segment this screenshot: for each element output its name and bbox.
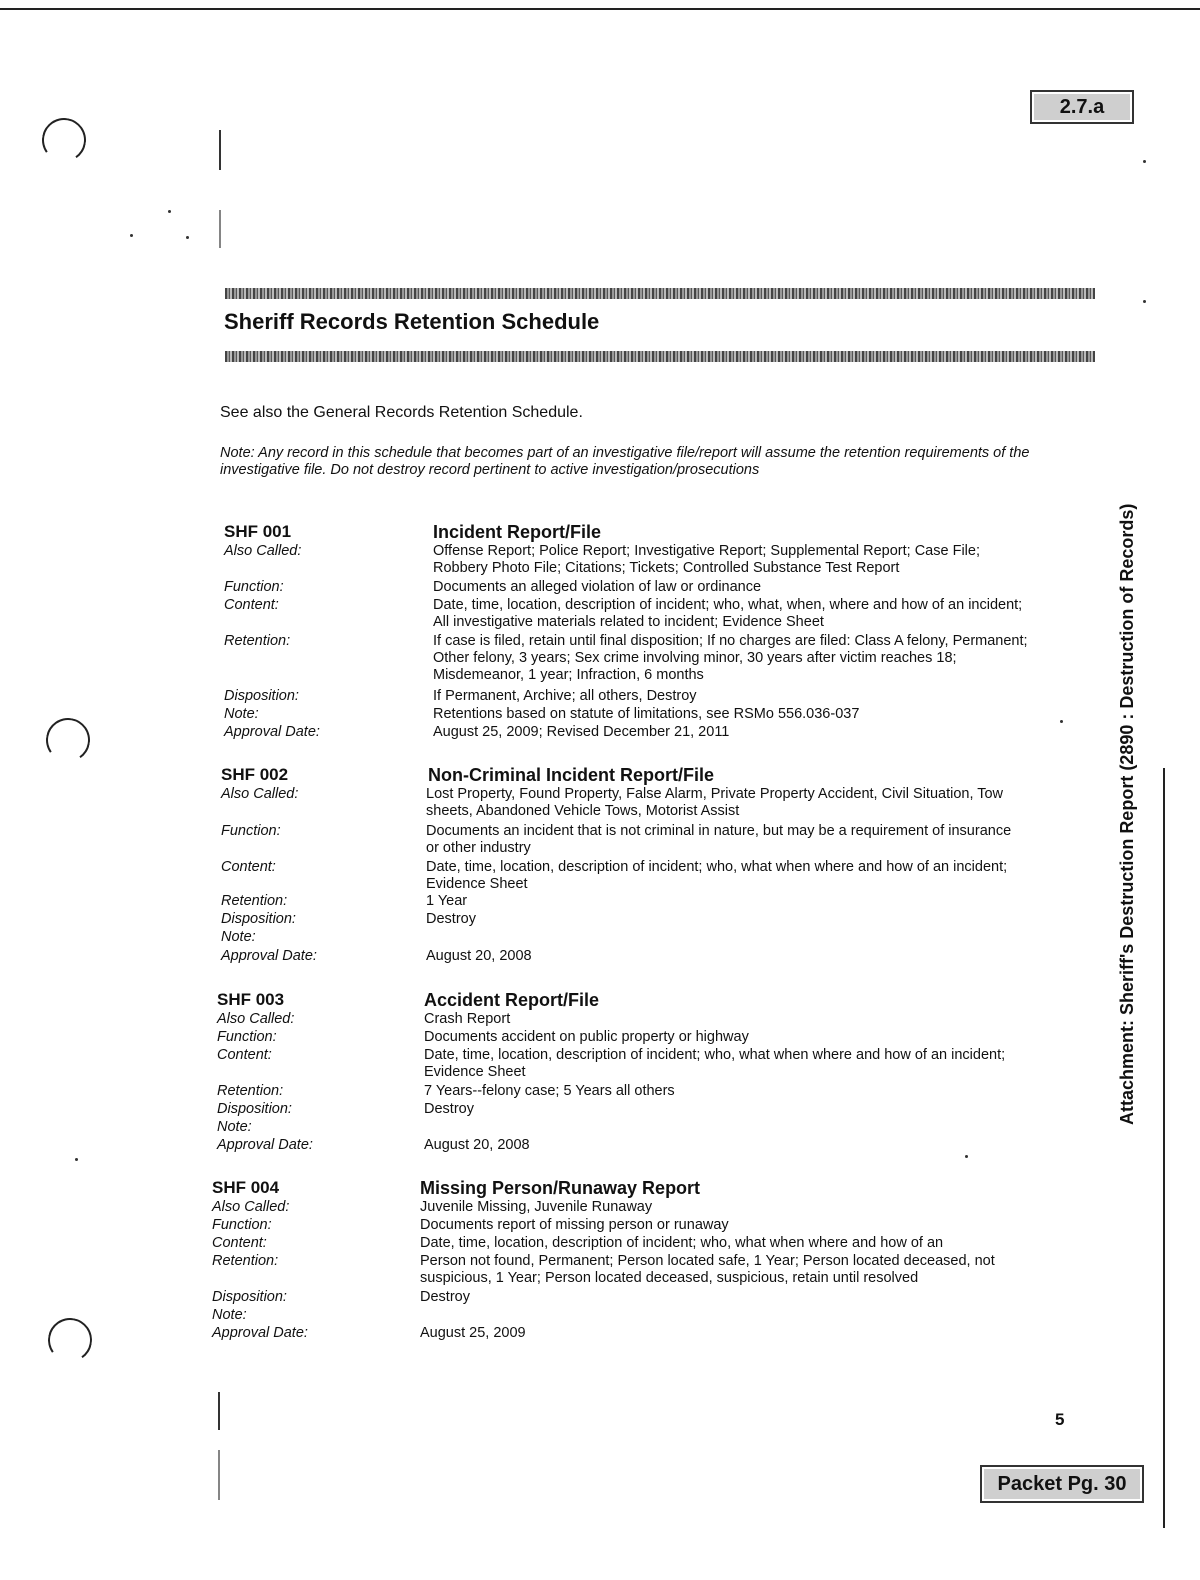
record-title: Non-Criminal Incident Report/File xyxy=(428,765,715,785)
record-shf-004: SHF 004 Missing Person/Runaway Report Also Called: Juvenile Missing, Juvenile Runaway Function: Documents report of missing person or runaway Content: Date, time, location, description of incident; who, what when where and how of an Retention: Person not found, Permanent; Person located safe, 1 Year; Person located deceased, not suspicious, 1 Year; Person located deceased, suspicious, retain until resolved Disposition: Destroy Note: Approval Date: August 25, 2009 xyxy=(212,1178,995,1341)
record-id: SHF 001 xyxy=(224,522,292,541)
record-title: Missing Person/Runaway Report xyxy=(420,1178,701,1198)
schedule-note: Note: Any record in this schedule that becomes part of an investigative file/report will assume the retention requirements of the investigative file. Do not destroy record pertinent to active investigation/prosecutions xyxy=(220,445,1030,478)
header-rule-top xyxy=(225,288,1095,299)
record-shf-001: SHF 001 Incident Report/File Also Called: Offense Report; Police Report; Investigative Report; Supplemental Report; Case File; Robbery Photo File; Citations; Tickets; Controlled Substance Test Report Function: Documents an alleged violation of law or ordinance Content: Date, time, location, description of incident; who, what, when, where and how of an incident; All investigative materials related to incident; Evidence Sheet Retention: If case is filed, retain until final disposition; If no charges are filed: Class A felony, Permanent; Other felony, 3 years; Sex crime involving minor, 30 years after victim reaches 18; Misdemeanor, 1 year; Infraction, 6 months Disposition: If Permanent, Archive; all others, Destroy Note: Retentions based on statute of limitations, see RSMo 556.036-037 Approval Date: August 25, 2009; Revised December 21, 2011 xyxy=(224,522,1028,740)
scan-mark xyxy=(219,210,221,248)
scan-mark xyxy=(218,1392,220,1430)
attachment-side-label: Attachment: Sheriff's Destruction Report (2890 : Destruction of Records) xyxy=(1117,503,1137,1125)
scan-mark xyxy=(218,1450,220,1500)
record-title: Incident Report/File xyxy=(433,522,602,542)
scan-speck xyxy=(1143,300,1146,303)
record-title: Accident Report/File xyxy=(424,990,600,1010)
header-rule-bottom xyxy=(225,351,1095,362)
scan-speck xyxy=(130,234,133,237)
scan-speck xyxy=(168,210,171,213)
page-top-edge xyxy=(0,8,1200,10)
scan-speck xyxy=(186,236,189,239)
item-number-badge: 2.7.a xyxy=(1030,90,1134,124)
page-title: Sheriff Records Retention Schedule xyxy=(224,309,600,334)
scan-mark xyxy=(219,130,221,170)
scan-speck xyxy=(1143,160,1146,163)
see-also-text: See also the General Records Retention Schedule. xyxy=(220,404,583,421)
record-id: SHF 004 xyxy=(212,1178,280,1197)
punch-hole xyxy=(43,715,94,766)
margin-rule xyxy=(1163,768,1165,1528)
record-shf-002: SHF 002 Non-Criminal Incident Report/File Also Called: Lost Property, Found Property, False Alarm, Private Property Accident, Civil Situation, Tow sheets, Abandoned Vehicle Tows, Motorist Assist Function: Documents an incident that is not criminal in nature, but may be a requirement of insurance or other industry Content: Date, time, location, description of incident; who, what when where and how of an incident; Evidence Sheet Retention: 1 Year Disposition: Destroy Note: Approval Date: August 20, 2008 xyxy=(221,765,1012,964)
scan-speck xyxy=(1060,720,1063,723)
record-shf-003: SHF 003 Accident Report/File Also Called: Crash Report Function: Documents accident on public property or highway Content: Date, time, location, description of incident; who, what when where and how of an incident; Evidence Sheet Retention: 7 Years--felony case; 5 Years all others Disposition: Destroy Note: Approval Date: August 20, 2008 xyxy=(217,990,1006,1153)
record-id: SHF 003 xyxy=(217,990,285,1009)
punch-hole xyxy=(45,1315,96,1366)
scan-speck xyxy=(75,1158,78,1161)
packet-page-badge: Packet Pg. 30 xyxy=(980,1465,1144,1503)
punch-hole xyxy=(39,115,90,166)
record-id: SHF 002 xyxy=(221,765,289,784)
page-number: 5 xyxy=(1055,1410,1065,1429)
